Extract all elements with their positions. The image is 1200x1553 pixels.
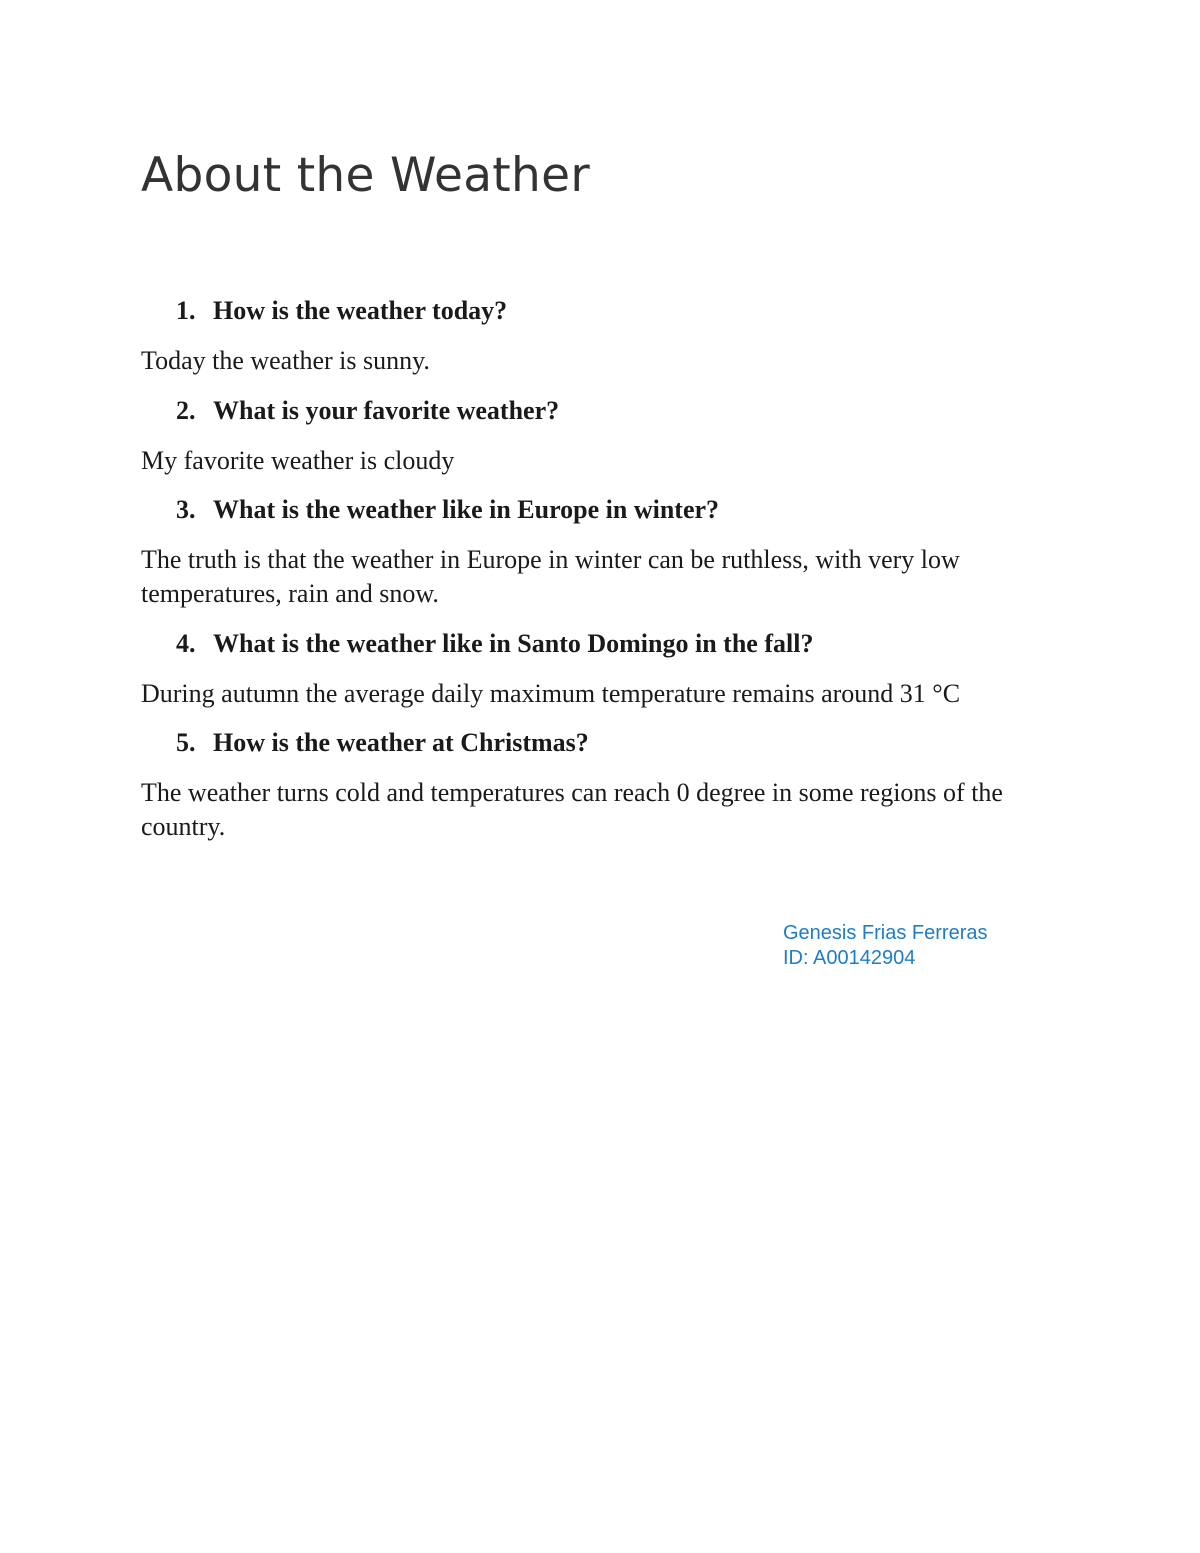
question-text: How is the weather today? [213,296,508,325]
answer-5: The weather turns cold and temperatures can reach 0 degree in some regions of the country. [141,778,1003,841]
question-2 [176,394,559,428]
question-text: What is the weather like in Santo Domingo in the fall? [213,629,814,658]
question-number: 3. [176,495,196,524]
question-text: What is your favorite weather? [213,396,560,425]
answer-4: During autumn the average daily maximum temperature remains around 31 °C [141,679,961,708]
signature-name: Genesis Frias Ferreras [783,922,988,944]
answer-3: The truth is that the weather in Europe in winter can be ruthless, with very low temperatures, rain and snow. [141,545,960,608]
question-number: 5. [176,728,196,757]
question-4 [176,627,813,661]
signature-id: ID: A00142904 [783,947,916,969]
question-text: What is the weather like in Europe in winter? [213,495,720,524]
question-number: 2. [176,396,196,425]
question-3 [176,493,719,527]
question-number: 4. [176,629,196,658]
answer-2: My favorite weather is cloudy [141,446,455,475]
question-1 [176,294,507,328]
answer-1: Today the weather is sunny. [141,346,430,375]
document-title: About the Weather [141,148,590,203]
question-text: How is the weather at Christmas? [213,728,589,757]
question-number: 1. [176,296,196,325]
question-5 [176,726,589,760]
